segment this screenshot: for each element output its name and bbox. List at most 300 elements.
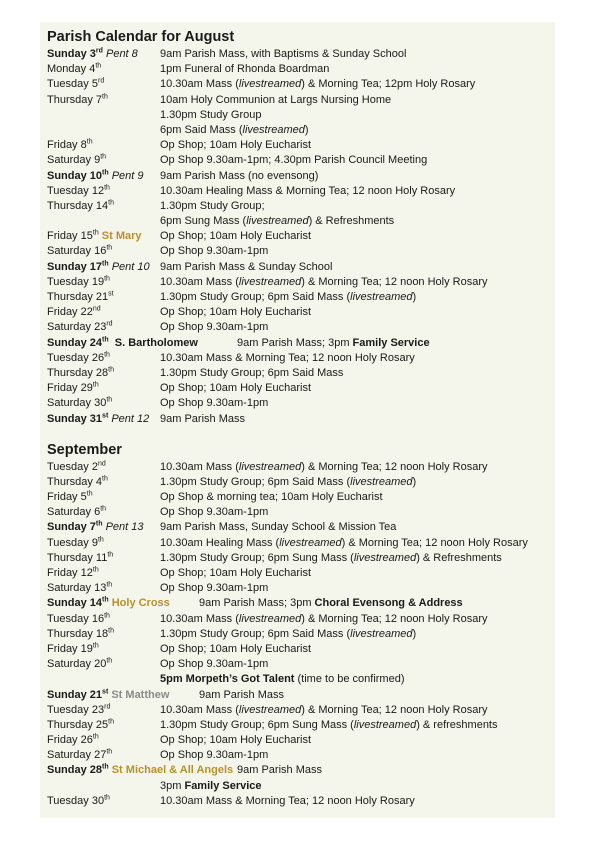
livestream-note: livestreamed <box>238 460 302 473</box>
calendar-row <box>47 169 552 184</box>
ordinal-suffix: th <box>102 259 109 267</box>
day-number: 31 <box>89 412 103 425</box>
event-text: ) & Morning Tea; 12 noon Holy Rosary <box>341 536 528 549</box>
day-number: 14 <box>89 597 103 610</box>
event-text: Op Shop 9.30am-1pm <box>160 506 269 519</box>
livestream-note: livestreamed <box>353 718 417 731</box>
calendar-row <box>47 490 552 505</box>
day-number: 20 <box>94 658 107 671</box>
event-cell <box>160 718 498 733</box>
day-name: Sunday <box>47 597 87 610</box>
calendar-row <box>47 123 552 138</box>
calendar-row <box>47 93 552 108</box>
day-name: Saturday <box>47 658 92 671</box>
event-cell <box>160 412 245 427</box>
calendar-row <box>47 199 552 214</box>
event-text: ) <box>304 123 309 136</box>
day-number: 13 <box>94 582 107 595</box>
calendar-row <box>47 566 552 581</box>
calendar-row <box>47 290 552 305</box>
event-cell <box>160 290 416 305</box>
event-text: 10.30am Mass & Morning Tea; 12 noon Holy Rosary <box>160 351 415 364</box>
ordinal-suffix: th <box>102 763 109 771</box>
event-text: 10.30am Mass ( <box>160 703 239 716</box>
ordinal-suffix: th <box>86 138 93 146</box>
event-cell <box>160 703 488 718</box>
calendar-row <box>47 627 552 642</box>
day-name: Tuesday <box>47 184 89 197</box>
calendar-row <box>47 520 552 535</box>
event-text: ) & Refreshments <box>416 551 502 564</box>
day-number: 21 <box>89 688 103 701</box>
ordinal-suffix: th <box>102 168 109 176</box>
event-cell <box>199 688 284 703</box>
day-cell <box>47 290 114 305</box>
event-text: 9am Parish Mass <box>160 412 245 425</box>
event-text: ) <box>412 475 417 488</box>
day-name: Saturday <box>47 245 92 258</box>
event-text: 10am Holy Communion at Largs Nursing Home <box>160 93 392 106</box>
day-cell <box>47 351 110 366</box>
day-number: 26 <box>80 734 93 747</box>
livestream-note: livestreamed <box>350 291 413 303</box>
event-cell <box>160 505 268 520</box>
event-cell <box>160 460 488 475</box>
calendar-row <box>47 596 552 611</box>
day-cell <box>47 596 170 611</box>
event-cell <box>160 169 318 184</box>
day-cell <box>47 733 99 748</box>
day-number: 24 <box>89 336 103 349</box>
day-number: 18 <box>95 627 109 640</box>
calendar-row <box>47 412 552 427</box>
day-cell <box>47 627 114 642</box>
ordinal-suffix: th <box>92 733 99 741</box>
calendar-row <box>47 275 552 290</box>
ordinal-suffix: th <box>107 551 114 559</box>
day-number: 27 <box>94 749 107 762</box>
day-number: 26 <box>91 351 105 364</box>
calendar-row <box>47 320 552 335</box>
calendar-row <box>47 396 552 411</box>
event-cell <box>160 642 311 657</box>
event-cell <box>160 138 311 153</box>
event-cell <box>160 566 311 581</box>
event-text: Op Shop; 10am Holy Eucharist <box>160 642 312 655</box>
ordinal-suffix: rd <box>97 77 105 85</box>
day-name: Friday <box>47 306 78 319</box>
feast-label: St Michael & All Angels <box>111 764 234 777</box>
ordinal-suffix: th <box>104 275 110 283</box>
ordinal-suffix: th <box>102 596 109 604</box>
event-text: 1.30pm Study Group; 6pm Said Mass ( <box>160 627 351 640</box>
calendar-row <box>47 460 552 475</box>
calendar-row <box>47 366 552 381</box>
day-name: Thursday <box>47 366 93 379</box>
event-text: Op Shop; 10am Holy Eucharist <box>160 139 312 152</box>
event-cell <box>160 351 415 366</box>
ordinal-suffix: nd <box>92 305 101 313</box>
day-name: Sunday <box>47 688 87 701</box>
ordinal-suffix: th <box>108 718 115 726</box>
day-name: Friday <box>47 642 78 655</box>
ordinal-suffix: th <box>106 244 113 252</box>
day-cell <box>47 688 169 703</box>
event-text: Op Shop; 10am Holy Eucharist <box>160 230 312 243</box>
event-cell <box>160 77 475 92</box>
event-text: 10.30am Healing Mass & Morning Tea; 12 noon Holy Rosary <box>160 184 456 197</box>
event-text: 1.30pm Study Group; 6pm Said Mass ( <box>160 475 351 488</box>
day-name: Tuesday <box>47 794 89 807</box>
event-text: 10.30am Mass & Morning Tea; 12 noon Holy Rosary <box>160 794 415 807</box>
event-highlight: Choral Evensong & Address <box>314 597 463 610</box>
calendar-row <box>47 551 552 566</box>
event-text: Op Shop 9.30am-1pm <box>160 245 269 258</box>
event-text: ) <box>412 627 417 640</box>
event-text: Op Shop 9.30am-1pm <box>160 582 269 595</box>
day-number: 4 <box>89 63 96 76</box>
day-cell <box>47 381 99 396</box>
day-number: 8 <box>80 139 87 152</box>
event-cell <box>160 612 488 627</box>
event-text: Op Shop 9.30am-1pm <box>160 749 269 762</box>
day-number: 21 <box>95 291 109 303</box>
event-text: ) & Morning Tea; 12 noon Holy Rosary <box>301 275 488 288</box>
ordinal-suffix: rd <box>106 320 113 328</box>
event-cell <box>199 596 463 611</box>
day-name: Saturday <box>47 321 92 334</box>
event-cell <box>160 779 262 794</box>
ordinal-suffix: st <box>102 411 109 419</box>
day-cell <box>47 460 106 475</box>
event-text: 10.30am Mass ( <box>160 460 239 473</box>
calendar-row <box>47 153 552 168</box>
event-cell <box>160 672 405 687</box>
day-number: 16 <box>94 245 107 258</box>
calendar-row <box>47 672 552 687</box>
feast-label: St Matthew <box>111 688 170 701</box>
calendar-row <box>47 505 552 520</box>
event-cell <box>160 396 268 411</box>
day-cell <box>47 657 112 672</box>
event-cell <box>160 108 262 123</box>
september-list <box>47 460 552 809</box>
day-name: Sunday <box>47 764 87 777</box>
event-cell <box>160 551 502 566</box>
ordinal-suffix: th <box>104 184 110 192</box>
event-cell <box>160 305 311 320</box>
event-cell <box>160 794 415 809</box>
day-number: 9 <box>91 536 98 549</box>
day-name: Tuesday <box>47 703 89 716</box>
calendar-row <box>47 214 552 229</box>
event-text: 10.30am Mass ( <box>160 275 239 288</box>
day-cell <box>47 366 114 381</box>
event-text: ) & Morning Tea; 12 noon Holy Rosary <box>301 460 488 473</box>
day-number: 30 <box>91 794 105 807</box>
day-name: Friday <box>47 139 78 152</box>
event-text: Op Shop; 10am Holy Eucharist <box>160 567 312 579</box>
day-name: Sunday <box>47 336 87 349</box>
day-number: 16 <box>91 612 105 625</box>
day-cell <box>47 566 99 581</box>
ordinal-suffix: th <box>100 153 107 161</box>
day-number: 12 <box>91 184 105 197</box>
day-number: 10 <box>89 169 103 182</box>
day-cell <box>47 169 144 184</box>
day-cell <box>47 244 112 259</box>
event-text: 6pm Said Mass ( <box>160 123 243 136</box>
ordinal-suffix: th <box>92 566 99 574</box>
event-text: 9am Parish Mass; 3pm <box>237 336 353 349</box>
event-text: 9am Parish Mass <box>237 764 322 777</box>
ordinal-suffix: rd <box>95 47 103 55</box>
event-text: ) & Morning Tea; 12pm Holy Rosary <box>301 78 476 91</box>
day-name: Sunday <box>47 412 87 425</box>
day-cell <box>47 412 149 427</box>
day-number: 19 <box>91 275 105 288</box>
event-text: ) <box>412 291 417 303</box>
day-cell <box>47 763 233 778</box>
ordinal-suffix: th <box>92 229 99 237</box>
ordinal-suffix: th <box>106 396 113 404</box>
event-text: ) & Morning Tea; 12 noon Holy Rosary <box>301 703 488 716</box>
event-cell <box>160 536 528 551</box>
calendar-row <box>47 475 552 490</box>
day-cell <box>47 77 104 92</box>
day-number: 3 <box>89 48 96 60</box>
event-text: 3pm <box>160 779 185 792</box>
event-cell <box>160 490 383 505</box>
event-text: 1.30pm Study Group; 6pm Sung Mass ( <box>160 551 354 564</box>
event-cell <box>160 244 268 259</box>
day-cell <box>47 396 112 411</box>
calendar-row <box>47 381 552 396</box>
day-name: Thursday <box>47 475 93 488</box>
day-number: 5 <box>91 78 98 91</box>
calendar-row <box>47 336 552 351</box>
day-name: Thursday <box>47 199 93 212</box>
ordinal-suffix: th <box>97 535 104 543</box>
event-cell <box>160 748 268 763</box>
event-cell <box>160 47 406 62</box>
pentecost-label: Pent 9 <box>111 169 144 182</box>
ordinal-suffix: th <box>108 199 115 207</box>
feast-label: S. Bartholomew <box>114 336 198 349</box>
day-cell <box>47 703 110 718</box>
day-name: Tuesday <box>47 536 89 549</box>
day-number: 11 <box>95 551 108 564</box>
pentecost-label: Pent 10 <box>111 260 150 273</box>
event-text: (time to be confirmed) <box>294 673 405 686</box>
livestream-note: livestreamed <box>238 703 302 716</box>
event-text: Op Shop 9.30am-1pm <box>160 658 269 671</box>
calendar-row <box>47 581 552 596</box>
day-cell <box>47 260 150 275</box>
day-cell <box>47 551 113 566</box>
day-name: Tuesday <box>47 612 89 625</box>
ordinal-suffix: th <box>95 62 102 70</box>
ordinal-suffix: nd <box>97 460 106 468</box>
event-cell <box>160 627 416 642</box>
day-cell <box>47 229 142 244</box>
august-list <box>47 47 552 427</box>
event-text: Op Shop; 10am Holy Eucharist <box>160 734 312 747</box>
event-text: 1.30pm Study Group; 6pm Said Mass <box>160 366 344 379</box>
event-cell <box>160 260 332 275</box>
event-text: 9am Parish Mass, Sunday School & Mission Tea <box>160 521 397 534</box>
day-cell <box>47 138 93 153</box>
ordinal-suffix: th <box>104 794 110 802</box>
day-name: Tuesday <box>47 78 89 91</box>
event-cell <box>160 581 268 596</box>
feast-label: St Mary <box>101 230 142 243</box>
day-name: Saturday <box>47 154 92 167</box>
day-cell <box>47 612 110 627</box>
livestream-note: livestreamed <box>238 612 302 625</box>
event-cell <box>160 520 396 535</box>
day-number: 4 <box>95 475 103 488</box>
livestream-note: livestreamed <box>353 551 417 564</box>
calendar-row <box>47 77 552 92</box>
ordinal-suffix: st <box>102 687 109 695</box>
september-title: September <box>47 441 122 458</box>
pentecost-label: Pent 8 <box>105 48 138 60</box>
event-cell <box>160 320 268 335</box>
event-text: ) & Refreshments <box>308 215 395 228</box>
day-cell <box>47 199 114 214</box>
day-number: 14 <box>95 199 109 212</box>
day-cell <box>47 642 99 657</box>
calendar-row <box>47 108 552 123</box>
calendar-row <box>47 229 552 244</box>
ordinal-suffix: th <box>106 657 113 665</box>
day-cell <box>47 475 108 490</box>
day-name: Friday <box>47 567 78 579</box>
livestream-note: livestreamed <box>350 627 413 640</box>
calendar-row <box>47 688 552 703</box>
event-text: Op Shop 9.30am-1pm; 4.30pm Parish Council Meeting <box>160 154 428 167</box>
calendar-row <box>47 244 552 259</box>
event-cell <box>160 475 416 490</box>
calendar-row <box>47 138 552 153</box>
calendar-row <box>47 305 552 320</box>
day-cell <box>47 536 104 551</box>
day-cell <box>47 794 110 809</box>
ordinal-suffix: rd <box>104 703 111 711</box>
event-cell <box>160 733 311 748</box>
day-name: Sunday <box>47 48 87 60</box>
day-name: Monday <box>47 63 87 76</box>
event-text: 9am Parish Mass; 3pm <box>199 597 315 610</box>
day-number: 6 <box>94 506 101 519</box>
feast-label: Holy Cross <box>111 597 170 610</box>
ordinal-suffix: th <box>95 520 103 528</box>
day-number: 9 <box>94 154 101 167</box>
event-text: 6pm Sung Mass ( <box>160 215 247 228</box>
event-text: ) & Morning Tea; 12 noon Holy Rosary <box>301 612 488 625</box>
event-text: Op Shop; 10am Holy Eucharist <box>160 306 312 319</box>
day-name: Saturday <box>47 397 92 410</box>
day-number: 29 <box>80 382 93 395</box>
event-cell <box>237 336 430 351</box>
day-name: Tuesday <box>47 275 89 288</box>
event-text: Op Shop & morning tea; 10am Holy Eucharist <box>160 491 383 504</box>
ordinal-suffix: th <box>108 627 115 635</box>
event-cell <box>160 381 311 396</box>
event-text: 10.30am Mass ( <box>160 78 239 91</box>
event-text: 9am Parish Mass, with Baptisms & Sunday School <box>160 48 407 60</box>
calendar-row <box>47 351 552 366</box>
day-number: 19 <box>80 642 93 655</box>
day-name: Saturday <box>47 582 92 595</box>
day-cell <box>47 305 101 320</box>
day-cell <box>47 93 108 108</box>
day-number: 7 <box>89 521 96 534</box>
event-highlight: Family Service <box>352 336 430 349</box>
calendar-row <box>47 657 552 672</box>
day-cell <box>47 320 113 335</box>
ordinal-suffix: th <box>106 748 113 756</box>
day-number: 22 <box>80 306 93 319</box>
event-text: 9am Parish Mass <box>199 688 284 701</box>
calendar-row <box>47 47 552 62</box>
day-number: 2 <box>91 460 98 473</box>
livestream-note: livestreamed <box>246 215 309 228</box>
day-cell <box>47 748 112 763</box>
event-text: Op Shop 9.30am-1pm <box>160 397 269 410</box>
day-cell <box>47 520 144 535</box>
calendar-row <box>47 703 552 718</box>
day-name: Thursday <box>47 627 93 640</box>
ordinal-suffix: th <box>102 335 109 343</box>
event-cell <box>160 93 391 108</box>
livestream-note: livestreamed <box>242 123 305 136</box>
event-cell <box>160 123 309 138</box>
day-name: Sunday <box>47 521 87 534</box>
ordinal-suffix: th <box>92 381 99 389</box>
day-name: Saturday <box>47 749 92 762</box>
calendar-row <box>47 763 552 778</box>
day-name: Thursday <box>47 551 93 564</box>
livestream-note: livestreamed <box>279 536 342 549</box>
day-name: Tuesday <box>47 351 89 364</box>
calendar-row <box>47 718 552 733</box>
calendar-row <box>47 62 552 77</box>
day-cell <box>47 62 101 77</box>
day-number: 23 <box>94 321 107 334</box>
day-name: Thursday <box>47 291 93 303</box>
day-number: 23 <box>91 703 105 716</box>
day-number: 30 <box>94 397 107 410</box>
livestream-note: livestreamed <box>238 275 302 288</box>
calendar-row <box>47 184 552 199</box>
livestream-note: livestreamed <box>238 78 302 91</box>
ordinal-suffix: th <box>100 505 107 513</box>
day-name: Tuesday <box>47 460 89 473</box>
august-title: Parish Calendar for August <box>47 29 235 45</box>
day-cell <box>47 47 138 62</box>
day-name: Sunday <box>47 169 87 182</box>
event-text: 1.30pm Study Group; 6pm Sung Mass ( <box>160 718 354 731</box>
event-text: Op Shop; 10am Holy Eucharist <box>160 382 312 395</box>
day-cell <box>47 275 110 290</box>
event-cell <box>160 657 268 672</box>
event-cell <box>160 366 343 381</box>
day-name: Friday <box>47 734 78 747</box>
ordinal-suffix: th <box>104 611 110 619</box>
calendar-row <box>47 536 552 551</box>
